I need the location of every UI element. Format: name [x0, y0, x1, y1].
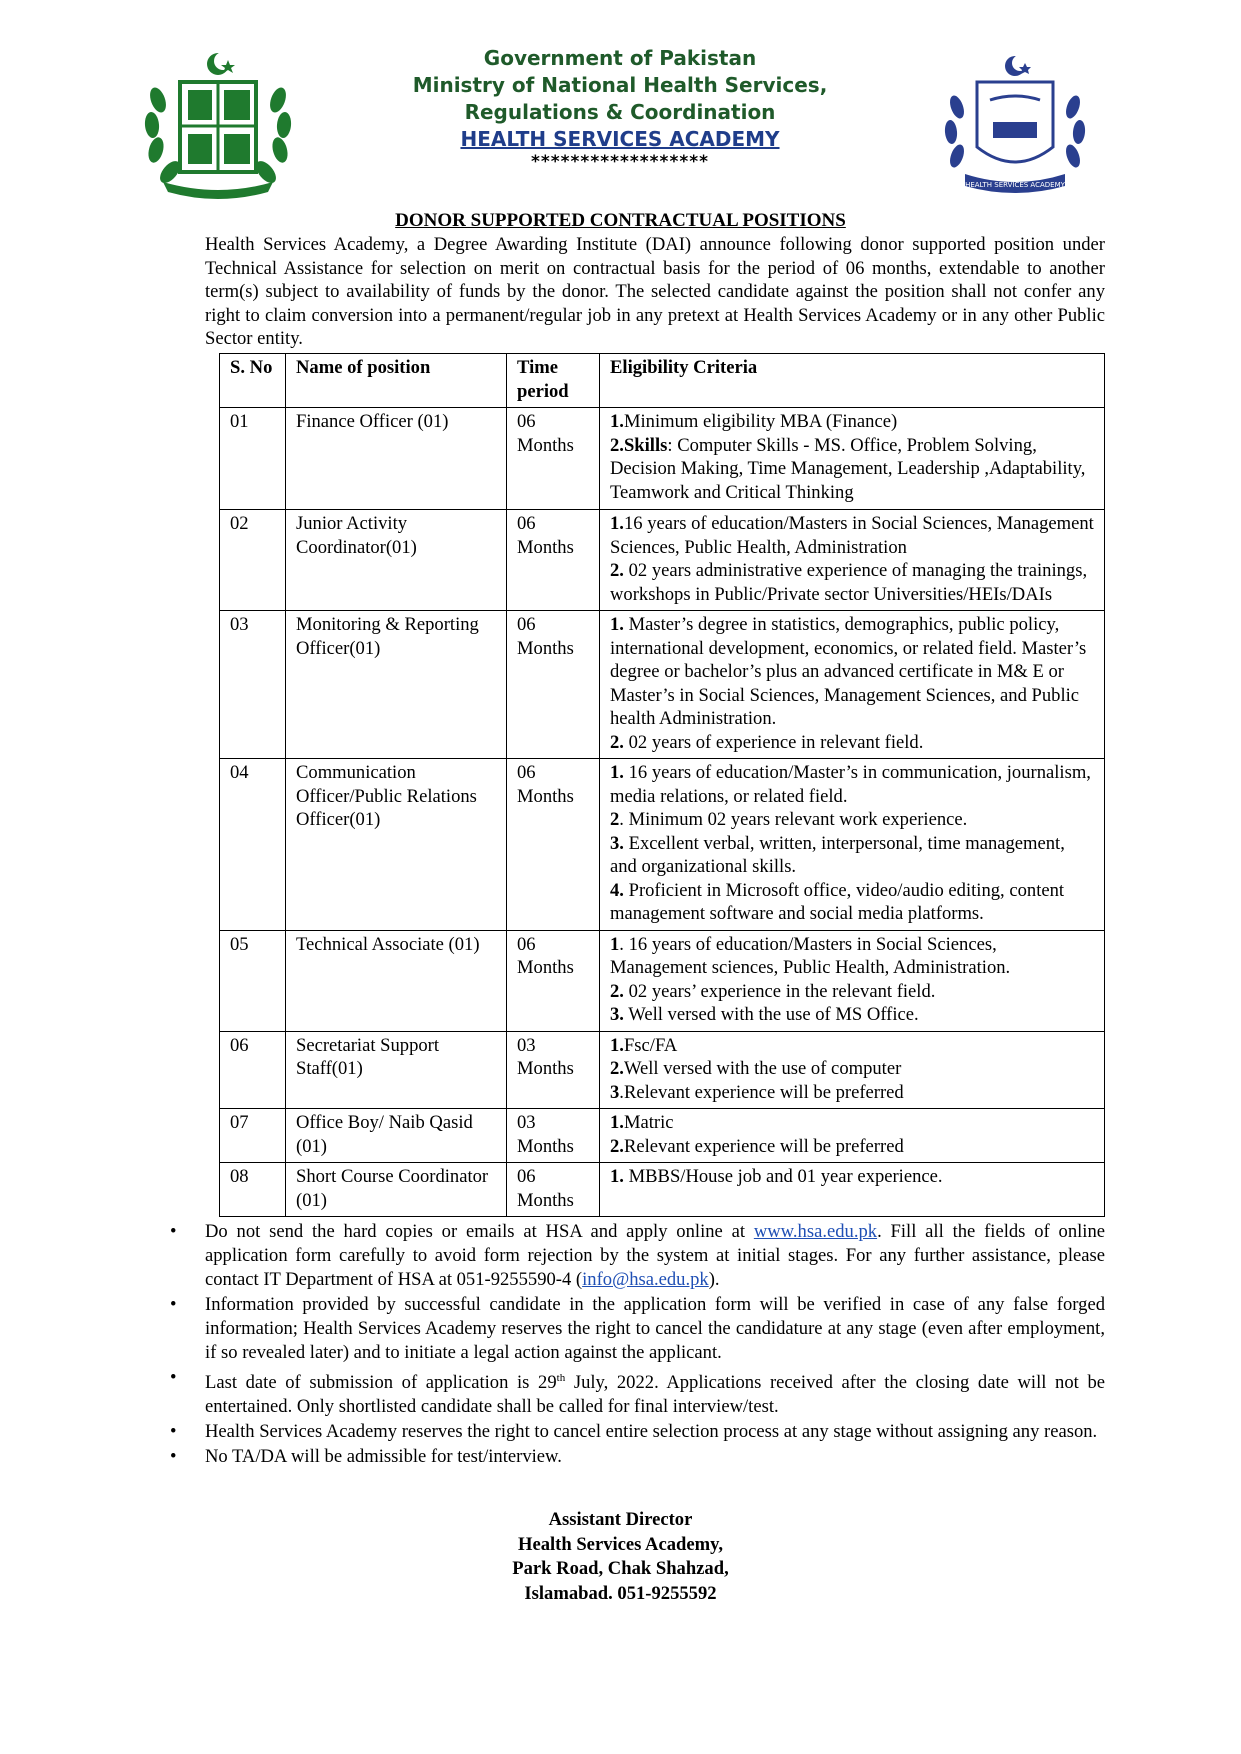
table-row [220, 1109, 1105, 1163]
list-item: • Health Services Academy reserves the right to cancel entire selection process at any stage without assigning any reason. [170, 1421, 1098, 1443]
positions-table [219, 353, 1105, 1217]
criterion: 2. Minimum 02 years relevant work experience. [610, 809, 968, 830]
cell-time: 06 Months [507, 759, 600, 931]
criterion: 1. 16 years of education/Master’s in communication, journalism, media relations, or related field. [610, 762, 1091, 807]
cell-time: 06 Months [507, 510, 600, 611]
table-row [220, 510, 1105, 611]
header-time-period: Time period [507, 354, 600, 408]
cell-sno: 01 [220, 408, 286, 510]
hsa-logo-scroll-text: HEALTH SERVICES ACADEMY [965, 181, 1065, 189]
cell-sno: 06 [220, 1031, 286, 1109]
cell-criteria [600, 408, 1105, 510]
criterion: 1. MBBS/House job and 01 year experience. [610, 1166, 943, 1187]
cell-position: Finance Officer (01) [286, 408, 507, 510]
cell-sno: 08 [220, 1163, 286, 1217]
list-item: • Do not send the hard copies or emails at HSA and apply online at www.hsa.edu.pk. Fill all the fields of online application form carefully to avoid form rejection by the system at initial stages. For any further assistance, please contact IT Department of HSA at 051-9255590-4 (info@hsa.edu.pk). [170, 1221, 1105, 1290]
cell-criteria [600, 1109, 1105, 1163]
table-row [220, 611, 1105, 759]
stars-divider: ****************** [530, 152, 710, 172]
table-row [220, 1031, 1105, 1109]
criterion: 1. Master’s degree in statistics, demographics, public policy, international development, economics, or related field. Master’s degree or bachelor’s plus an advanced certificate in M& E or Master’s in Social Sciences, Management Sciences, and Public health Administration. [610, 614, 1087, 729]
email-link[interactable]: info@hsa.edu.pk [582, 1269, 709, 1290]
criterion: 2.Skills: Computer Skills - MS. Office, Problem Solving, Decision Making, Time Management, Leadership ,Adaptability, Teamwork and Critical Thinking [610, 434, 1086, 503]
government-title: Government of Pakistan [483, 46, 757, 70]
criterion: 4. Proficient in Microsoft office, video/audio editing, content management software and social media platforms. [610, 879, 1065, 924]
criterion: 1.Matric [610, 1112, 674, 1133]
intro-paragraph: Health Services Academy, a Degree Awarding Institute (DAI) announce following donor supported position under Technical Assistance for selection on merit on contractual basis for the period of 06 months, extendable to another term(s) subject to availability of funds by the donor. The selected candidate against the position shall not confer any right to claim conversion into a permanent/regular job in any pretext at Health Services Academy or in any other Public Sector entity. [205, 234, 1105, 349]
list-item: • Information provided by successful candidate in the application form will be verified in case of any false forged information; Health Services Academy reserves the right to cancel the candidature at any stage (even after employment, if so revealed later) and to initiate a legal action against the applicant. [170, 1294, 1105, 1363]
instructions-list [170, 1220, 1105, 1470]
header-eligibility: Eligibility Criteria [600, 354, 1105, 408]
list-item: • No TA/DA will be admissible for test/interview. [170, 1446, 562, 1468]
table-row [220, 408, 1105, 510]
cell-sno: 05 [220, 930, 286, 1031]
bullet-icon: • [170, 1421, 177, 1443]
cell-sno: 04 [220, 759, 286, 931]
cell-criteria [600, 930, 1105, 1031]
header-sno: S. No [220, 354, 286, 408]
page-title: DONOR SUPPORTED CONTRACTUAL POSITIONS [395, 210, 846, 231]
cell-sno: 03 [220, 611, 286, 759]
criterion: 2. 02 years’ experience in the relevant field. [610, 980, 936, 1002]
header-position: Name of position [286, 354, 507, 408]
ministry-subtitle: Regulations & Coordination [464, 100, 776, 124]
criterion: 1.16 years of education/Masters in Social Sciences, Management Sciences, Public Health, Administration [610, 513, 1094, 558]
bullet-icon: • [170, 1446, 177, 1468]
cell-sno: 02 [220, 510, 286, 611]
cell-time: 06 Months [507, 930, 600, 1031]
cell-position: Secretariat Support Staff(01) [286, 1031, 507, 1109]
cell-criteria [600, 1163, 1105, 1217]
signatory-city-phone: Islamabad. 051-9255592 [524, 1582, 717, 1604]
website-link[interactable]: www.hsa.edu.pk [753, 1221, 878, 1242]
criterion: 3. Excellent verbal, written, interpersonal, time management, and organizational skills. [610, 832, 1065, 877]
cell-criteria [600, 1031, 1105, 1109]
criterion: 2. 02 years administrative experience of managing the trainings, workshops in Public/Private sector Universities/HEIs/DAIs [610, 560, 1088, 605]
cell-position: Communication Officer/Public Relations Officer(01) [286, 759, 507, 931]
pakistan-emblem-logo [138, 50, 298, 200]
academy-title: HEALTH SERVICES ACADEMY [460, 127, 780, 151]
criterion: 2.Relevant experience will be preferred [610, 1135, 904, 1157]
criterion: 3.Relevant experience will be preferred [610, 1081, 904, 1103]
cell-position: Monitoring & Reporting Officer(01) [286, 611, 507, 759]
signatory-address: Park Road, Chak Shahzad, [512, 1558, 729, 1579]
cell-position: Office Boy/ Naib Qasid (01) [286, 1109, 507, 1163]
cell-time: 03 Months [507, 1031, 600, 1109]
criterion: 1. 16 years of education/Masters in Social Sciences, Management sciences, Public Health, Administration. [610, 933, 1011, 978]
table-row [220, 930, 1105, 1031]
table-header-row [220, 354, 1105, 408]
signature-block [0, 1508, 1241, 1606]
cell-criteria [600, 759, 1105, 931]
cell-time: 06 Months [507, 408, 600, 510]
signatory-title: Assistant Director [548, 1509, 693, 1530]
cell-criteria [600, 510, 1105, 611]
table-row [220, 1163, 1105, 1217]
cell-position: Technical Associate (01) [286, 930, 507, 1031]
criterion: 2. 02 years of experience in relevant field. [610, 731, 924, 753]
criterion: 3. Well versed with the use of MS Office. [610, 1004, 919, 1025]
criterion: 1.Fsc/FA [610, 1034, 678, 1056]
table-row [220, 759, 1105, 931]
cell-position: Junior Activity Coordinator(01) [286, 510, 507, 611]
cell-criteria [600, 611, 1105, 759]
ministry-title: Ministry of National Health Services, [412, 73, 828, 97]
bullet-icon: • [170, 1367, 177, 1388]
letterhead-titles [330, 45, 910, 171]
letterhead [0, 40, 1241, 220]
cell-time: 06 Months [507, 1163, 600, 1217]
cell-position: Short Course Coordinator (01) [286, 1163, 507, 1217]
signatory-org: Health Services Academy, [517, 1533, 723, 1555]
cell-sno: 07 [220, 1109, 286, 1163]
bullet-icon: • [170, 1294, 177, 1315]
hsa-emblem-logo [935, 52, 1095, 202]
cell-time: 03 Months [507, 1109, 600, 1163]
list-item: • Last date of submission of application is 29th July, 2022. Applications received after the closing date will not be entertained. Only shortlisted candidate shall be called for final interview/test. [170, 1367, 1105, 1418]
criterion: 1.Minimum eligibility MBA (Finance) [610, 411, 898, 432]
bullet-icon: • [170, 1221, 177, 1242]
criterion: 2.Well versed with the use of computer [610, 1058, 902, 1079]
cell-time: 06 Months [507, 611, 600, 759]
